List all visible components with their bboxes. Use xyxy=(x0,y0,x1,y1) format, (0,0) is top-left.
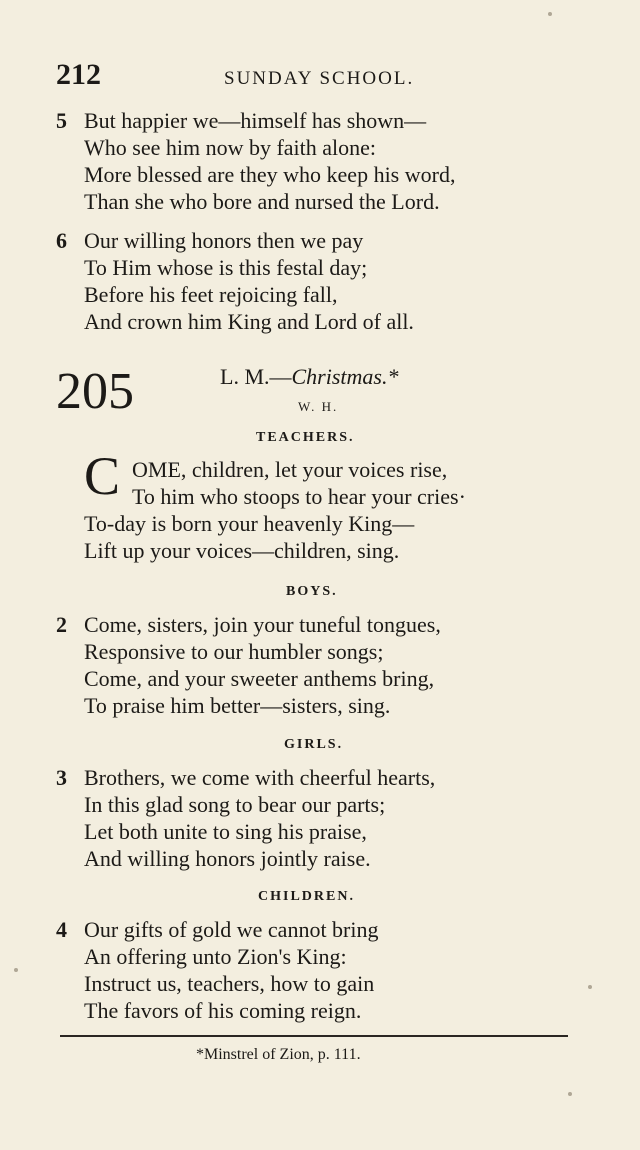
verse-line: Before his feet rejoicing fall, xyxy=(84,282,338,307)
page-header xyxy=(56,58,576,94)
verse-line: Than she who bore and nursed the Lord. xyxy=(84,189,440,214)
page-number: 212 xyxy=(56,58,101,91)
verse-line: OME, children, let your voices rise, xyxy=(132,457,448,482)
verse-line: To him who stoops to hear your cries· xyxy=(132,484,466,509)
drop-cap: C xyxy=(84,446,121,506)
part-heading: GIRLS. xyxy=(284,737,344,752)
part-heading: TEACHERS. xyxy=(256,430,355,445)
verse-line: Let both unite to sing his praise, xyxy=(84,819,367,844)
verse-line: In this glad song to bear our parts; xyxy=(84,792,386,817)
verse-line: More blessed are they who keep his word, xyxy=(84,162,456,187)
verse-line: And willing honors jointly raise. xyxy=(84,846,371,871)
verse-line: To-day is born your heavenly King— xyxy=(84,511,415,536)
verse-line: To praise him better—sisters, sing. xyxy=(84,693,391,718)
verse-line: Our willing honors then we pay xyxy=(84,228,364,253)
verse-line: An offering unto Zion's King: xyxy=(84,944,347,969)
stanza-number: 3 xyxy=(56,765,67,790)
verse-line: Brothers, we come with cheerful hearts, xyxy=(84,765,436,790)
verse-line: Responsive to our humbler songs; xyxy=(84,639,384,664)
hymn-meter xyxy=(220,364,398,390)
running-title: SUNDAY SCHOOL. xyxy=(224,68,415,89)
paper-speck xyxy=(14,968,18,972)
verse-line: And crown him King and Lord of all. xyxy=(84,309,414,334)
verse-line: The favors of his coming reign. xyxy=(84,998,362,1023)
footnote: *Minstrel of Zion, p. 111. xyxy=(196,1046,361,1063)
verse-line: Our gifts of gold we cannot bring xyxy=(84,917,379,942)
part-heading: CHILDREN. xyxy=(258,889,355,904)
meter-label: L. M.— xyxy=(220,364,292,389)
paper-speck xyxy=(588,985,592,989)
hymn-number: 205 xyxy=(56,363,134,420)
stanza-number: 6 xyxy=(56,228,67,253)
verse-line: But happier we—himself has shown— xyxy=(84,108,427,133)
part-heading: BOYS. xyxy=(286,584,338,599)
verse-line: Come, and your sweeter anthems bring, xyxy=(84,666,435,691)
verse-line: Lift up your voices—children, sing. xyxy=(84,538,400,563)
verse-line: Who see him now by faith alone: xyxy=(84,135,377,160)
paper-speck xyxy=(568,1092,572,1096)
footnote-rule xyxy=(60,1035,568,1037)
verse-line: To Him whose is this festal day; xyxy=(84,255,368,280)
stanza-number: 2 xyxy=(56,612,67,637)
stanza-number: 5 xyxy=(56,108,67,133)
paper-speck xyxy=(548,12,552,16)
stanza-number: 4 xyxy=(56,917,67,942)
tune-name: Christmas.* xyxy=(291,364,399,389)
verse-line: Instruct us, teachers, how to gain xyxy=(84,971,375,996)
hymn-author: W. H. xyxy=(298,399,339,414)
verse-line: Come, sisters, join your tuneful tongues, xyxy=(84,612,441,637)
